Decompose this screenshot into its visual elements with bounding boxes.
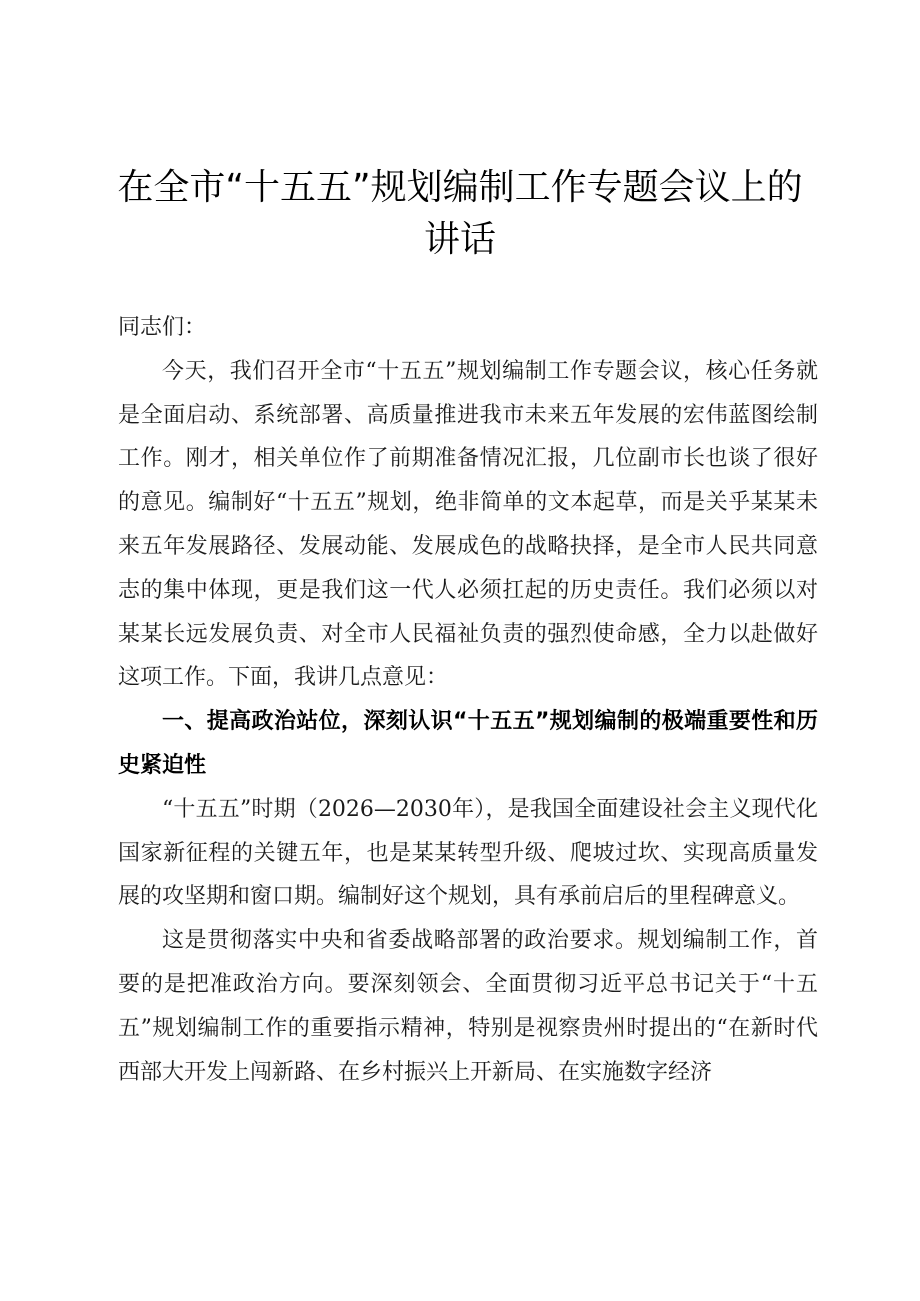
paragraph-period: “十五五”时期（2026—2030年），是我国全面建设社会主义现代化国家新征程的关键五年，也是某某转型升级、爬坡过坎、实现高质量发展的攻坚期和窗口期。编制好这个规划，具有承前启后的里程碑意义。	[118, 796, 818, 910]
paragraph-political-requirement: 这是贯彻落实中央和省委战略部署的政治要求。规划编制工作，首要的是把准政治方向。要深刻领会、全面贯彻习近平总书记关于“十五五”规划编制工作的重要指示精神，特别是视察贵州时提出的“在新时代西部大开发上闯新路、在乡村振兴上开新局、在实施数字经济	[118, 928, 818, 1085]
salutation: 同志们：	[118, 315, 207, 340]
document-body	[118, 306, 818, 1094]
page-title: 在全市“十五五”规划编制工作专题会议上的讲话	[117, 167, 803, 260]
paragraph-opening: 今天，我们召开全市“十五五”规划编制工作专题会议，核心任务就是全面启动、系统部署、高质量推进我市未来五年发展的宏伟蓝图绘制工作。刚才，相关单位作了前期准备情况汇报，几位副市长也谈了很好的意见。编制好“十五五”规划，绝非简单的文本起草，而是关乎某某未来五年发展路径、发展动能、发展成色的战略抉择，是全市人民共同意志的集中体现，更是我们这一代人必须扛起的历史责任。我们必须以对某某长远发展负责、对全市人民福祉负责的强烈使命感，全力以赴做好这项工作。下面，我讲几点意见：	[118, 358, 818, 691]
section-heading-1: 一、提高政治站位，深刻认识“十五五”规划编制的极端重要性和历史紧迫性	[118, 709, 818, 778]
